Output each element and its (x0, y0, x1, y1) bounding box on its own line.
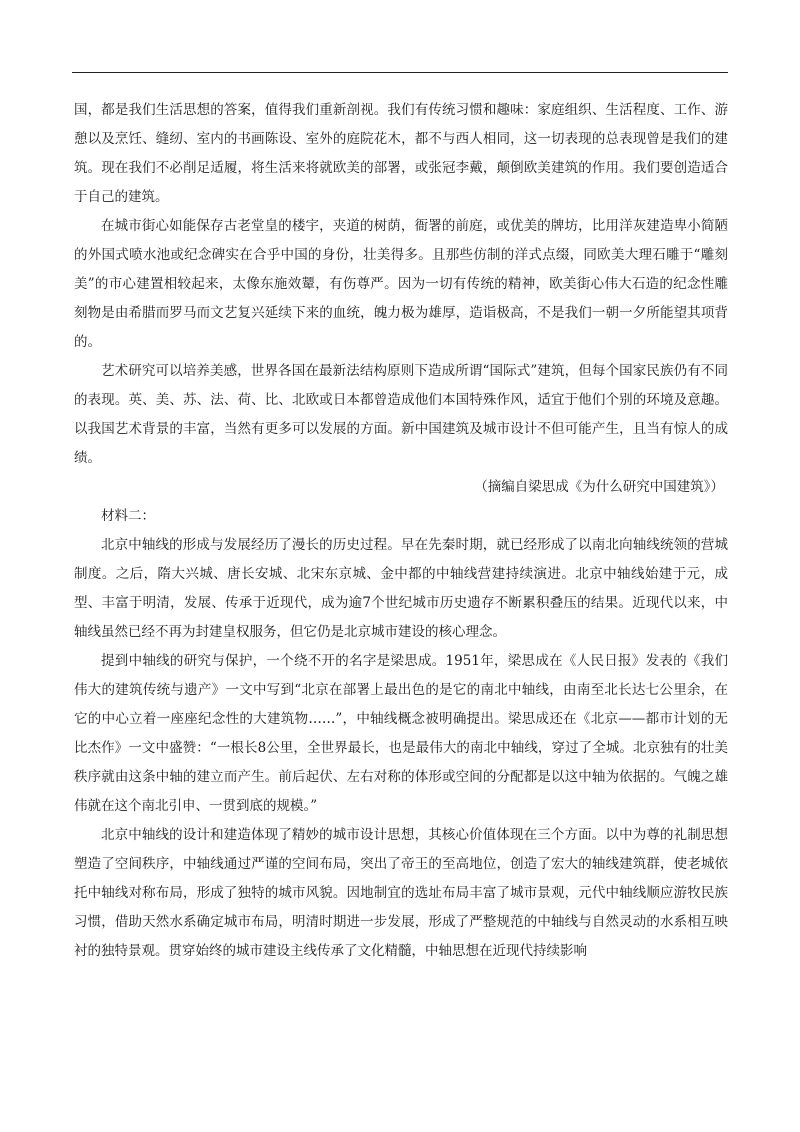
paragraph-6: 北京中轴线的设计和建造体现了精妙的城市设计思想，其核心价值体现在三个方面。以中为尊的礼制思想塑造了空间秩序，中轴线通过严谨的空间布局，突出了帝王的至高地位，创造了宏大的轴线建筑群，使老城依托中轴线对称布局，形成了独特的城市风貌。因地制宜的选址布局丰富了城市景观，元代中轴线顺应游牧民族习惯，借助天然水系确定城市布局，明清时期进一步发展，形成了严整规范的中轴线与自然灵动的水系相互映衬的独特景观。贯穿始终的城市建设主线传承了文化精髓，中轴思想在近现代持续影响 (74, 827, 728, 959)
material-two-label: 材料二： (101, 508, 155, 524)
source-citation: （摘编自梁思成《为什么研究中国建筑》） (474, 479, 724, 495)
paragraph-2: 在城市街心如能保存古老堂皇的楼宇，夹道的树荫，衙署的前庭，或优美的牌坊，比用洋灰建造卑小简陋的外国式喷水池或纪念碑实在合乎中国的身份，壮美得多。且那些仿制的洋式点缀，同欧美大理石雕于“雕刻美”的市心建置相较起来，太像东施效颦，有伤尊严。因为一切有传统的精神，欧美街心伟大石造的纪念性雕刻物是由希腊而罗马而文艺复兴延续下来的血统，魄力极为雄厚，造诣极高，不是我们一朝一夕所能望其项背的。 (74, 218, 728, 350)
document-body (74, 96, 728, 966)
paragraph-1: 国，都是我们生活思想的答案，值得我们重新剖视。我们有传统习惯和趣味：家庭组织、生活程度、工作、游憩以及烹饪、缝纫、室内的书画陈设、室外的庭院花木，都不与西人相同，这一切表现的总表现曾是我们的建筑。现在我们不必削足适履，将生活来将就欧美的部署，或张冠李戴，颠倒欧美建筑的作用。我们要创造适合于自己的建筑。 (74, 102, 728, 205)
paragraph-4: 北京中轴线的形成与发展经历了漫长的历史过程。早在先秦时期，就已经形成了以南北向轴线统领的营城制度。之后，隋大兴城、唐长安城、北宋东京城、金中都的中轴线营建持续演进。北京中轴线始建于元，成型、丰富于明清，发展、传承于近现代，成为逾7个世纪城市历史遗存不断累积叠压的结果。近现代以来，中轴线虽然已经不再为封建皇权服务，但它仍是北京城市建设的核心理念。 (74, 537, 728, 640)
paragraph-5: 提到中轴线的研究与保护，一个绕不开的名字是梁思成。1951年，梁思成在《人民日报》发表的《我们伟大的建筑传统与遗产》一文中写到“北京在部署上最出色的是它的南北中轴线，由南至北长达七公里余，在它的中心立着一座座纪念性的大建筑物……”，中轴线概念被明确提出。梁思成还在《北京——都市计划的无比杰作》一文中盛赞：“一根长8公里，全世界最长，也是最伟大的南北中轴线，穿过了全城。北京独有的壮美秩序就由这条中轴的建立而产生。前后起伏、左右对称的体形或空间的分配都是以这中轴为依据的。气魄之雄伟就在这个南北引申、一贯到底的规模。” (74, 653, 728, 814)
header-rule (72, 72, 728, 73)
paragraph-3: 艺术研究可以培养美感，世界各国在最新法结构原则下造成所谓“国际式”建筑，但每个国家民族仍有不同的表现。英、美、苏、法、荷、比、北欧或日本都曾造成他们本国特殊作风，适宜于他们个别的环境及意趣。以我国艺术背景的丰富，当然有更多可以发展的方面。新中国建筑及城市设计不但可能产生，且当有惊人的成绩。 (74, 363, 728, 466)
